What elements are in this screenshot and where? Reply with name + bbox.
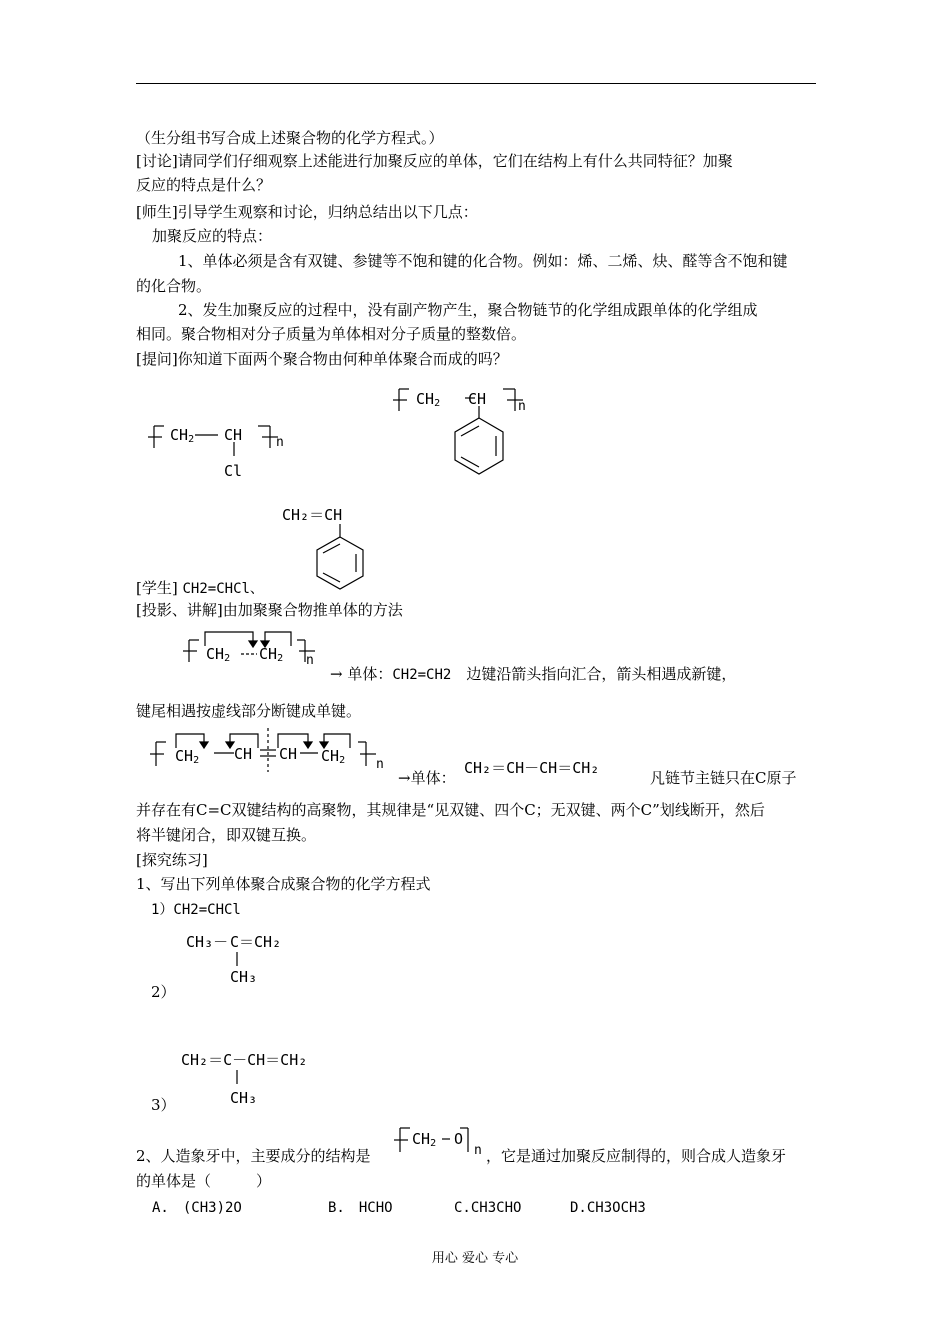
pb-ch-2: CH [279,745,298,763]
butadiene-monomer: CH₂＝CH－CH＝CH₂ [464,759,600,777]
text-line-22: 3） [151,1096,176,1114]
header-rule [136,83,816,84]
text-line-9: 相同。聚合物相对分子质量为单体相对分子质量的整数倍。 [136,325,527,343]
text-line-15a: →单体： [398,769,456,787]
text-line-6: 1、单体必须是含有双键、参键等不饱和键的化合物。例如：烯、二烯、炔、醛等含不饱和键 [178,252,788,270]
ps-ch2-label: CH2 [416,390,441,409]
text-line-13: → 单体：CH2=CH2 边键沿箭头指向汇合，箭头相遇成新键， [330,665,737,683]
option-a: A. (CH3)2O [152,1200,242,1216]
pom-o: O [454,1130,464,1148]
pvc-cl-label: Cl [224,462,243,480]
text-line-24: 的单体是（ ） [136,1172,272,1190]
pb-ch-1: CH [234,745,253,763]
ex2-bond [234,952,244,968]
text-line-18: [探究练习] [136,851,208,869]
option-c: C.CH3CHO [454,1200,522,1216]
pb-ch2-2: CH2 [321,747,346,766]
text-line-21: 2） [151,983,176,1001]
text-line-15b: 凡链节主链只在C原子 [650,769,797,787]
pom-n-subscript: n [474,1143,482,1158]
text-line-17: 将半键闭合，即双键互换。 [136,826,317,844]
ex3-left: CH₂＝C－CH＝CH₂ [181,1051,308,1069]
text-line-3: 反应的特点是什么？ [136,176,272,194]
text-line-19: 1、写出下列单体聚合成聚合物的化学方程式 [136,875,431,893]
pom-ch2: CH2 [412,1130,437,1149]
text-line-4: [师生]引导学生观察和讨论，归纳总结出以下几点： [136,203,478,221]
styrene-ring [300,522,380,597]
page-footer: 用心 爱心 专心 [431,1251,519,1266]
text-line-23b: ，它是通过加聚反应制得的，则合成人造象牙 [486,1147,787,1165]
pe-n-subscript: n [306,653,314,668]
text-line-5: 加聚反应的特点： [152,227,273,245]
text-line-8: 2、发生加聚反应的过程中，没有副产物产生，聚合物链节的化学组成跟单体的化学组成 [178,301,758,319]
pe-ch2-left: CH2 [206,645,231,664]
text-line-7: 的化合物。 [136,277,212,295]
ex2-sub: CH₃ [230,968,258,986]
pvc-n-subscript: n [276,435,284,450]
pe-ch2-right: CH2 [259,645,284,664]
pvc-ch-label: CH [224,426,243,444]
pvc-ch2-label: CH2 [170,426,195,445]
ex2-left: CH₃－ [186,933,229,951]
text-line-23a: 2、人造象牙中，主要成分的结构是 [136,1147,371,1165]
pb-n-subscript: n [376,757,384,772]
ex2-right: C＝CH₂ [230,933,282,951]
ex3-sub: CH₃ [230,1089,258,1107]
option-d: D.CH3OCH3 [570,1200,646,1216]
text-line-12: [投影、讲解]由加聚聚合物推单体的方法 [136,601,403,619]
polyoxymethylene-structure [394,1124,484,1164]
pb-ch2-1: CH2 [175,747,200,766]
ps-n-subscript: n [518,399,526,414]
text-line-2: [讨论]请同学们仔细观察上述能进行加聚反应的单体，它们在结构上有什么共同特征？加聚 [136,152,733,170]
text-line-11: [学生] CH2=CHCl、 [136,579,264,597]
styrene-label: CH₂＝CH [282,506,343,524]
text-line-10: [提问]你知道下面两个聚合物由何种单体聚合而成的吗？ [136,350,508,368]
text-line-20: 1）CH2=CHCl [151,902,241,918]
ex3-bond [234,1070,244,1086]
option-b: B. HCHO [328,1200,393,1216]
ps-ch-label: CH [468,390,487,408]
text-line-16: 并存在有C=C双键结构的高聚物，其规律是“见双键、四个C；无双键、两个C”划线断开，然后 [136,801,765,819]
polyethylene-arrows [183,626,323,666]
text-line-1: （生分组书写合成上述聚合物的化学方程式。） [136,129,444,147]
text-line-14: 键尾相遇按虚线部分断键成单键。 [136,702,362,720]
